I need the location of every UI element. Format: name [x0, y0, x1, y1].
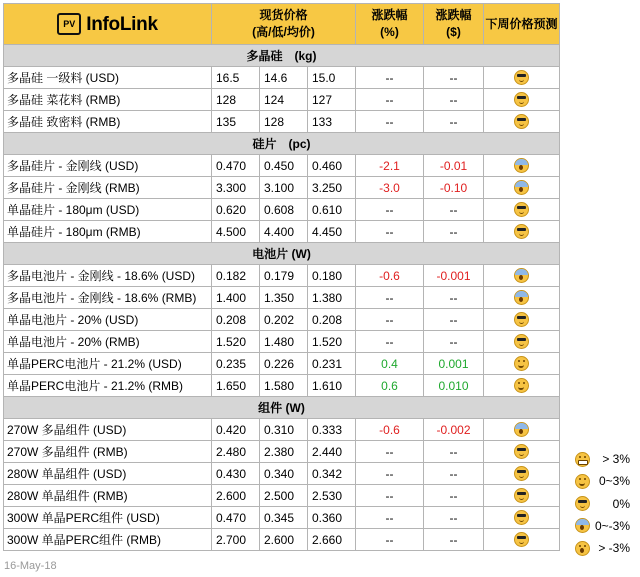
infolink-logo — [57, 13, 157, 35]
cool-face-icon — [514, 466, 529, 481]
logo-text: InfoLink — [86, 13, 158, 35]
legend-item — [570, 494, 636, 514]
table-row — [4, 463, 560, 485]
section-row — [4, 133, 560, 155]
price-high: 2.700 — [212, 529, 260, 551]
price-high: 0.208 — [212, 309, 260, 331]
spot-price-header — [212, 4, 356, 45]
product-name: 多晶硅片 - 金刚线 (USD) — [4, 155, 212, 177]
change-abs: -- — [424, 441, 484, 463]
change-pct: -- — [356, 485, 424, 507]
change-abs: -- — [424, 331, 484, 353]
product-name: 单晶PERC电池片 - 21.2% (USD) — [4, 353, 212, 375]
product-name: 280W 单晶组件 (USD) — [4, 463, 212, 485]
section-row — [4, 243, 560, 265]
change-pct: -- — [356, 331, 424, 353]
product-name: 多晶硅 菜花料 (RMB) — [4, 89, 212, 111]
price-low: 0.450 — [260, 155, 308, 177]
price-high: 0.235 — [212, 353, 260, 375]
legend-label: 0~3% — [598, 474, 630, 489]
legend-item — [570, 471, 636, 491]
price-low: 0.226 — [260, 353, 308, 375]
table-row — [4, 441, 560, 463]
product-name: 单晶电池片 - 20% (RMB) — [4, 331, 212, 353]
table-row — [4, 199, 560, 221]
price-low: 0.608 — [260, 199, 308, 221]
price-high: 1.520 — [212, 331, 260, 353]
price-avg: 0.610 — [308, 199, 356, 221]
change-pct: -- — [356, 507, 424, 529]
scream-face-icon — [514, 158, 529, 173]
legend-item — [570, 516, 636, 536]
table-body — [4, 45, 560, 551]
price-high: 0.420 — [212, 419, 260, 441]
table-header — [4, 4, 560, 45]
price-high: 2.480 — [212, 441, 260, 463]
scream-face-icon — [514, 290, 529, 305]
change-pct: -- — [356, 287, 424, 309]
cool-face-icon — [514, 70, 529, 85]
change-pct-title: 涨跌幅 — [371, 8, 408, 22]
price-low: 2.500 — [260, 485, 308, 507]
product-name: 单晶电池片 - 20% (USD) — [4, 309, 212, 331]
price-high: 2.600 — [212, 485, 260, 507]
forecast-cell — [484, 265, 560, 287]
price-high: 0.470 — [212, 155, 260, 177]
price-low: 3.100 — [260, 177, 308, 199]
price-low: 0.179 — [260, 265, 308, 287]
change-usd-header — [424, 4, 484, 45]
change-pct: -3.0 — [356, 177, 424, 199]
cool-face-icon — [514, 444, 529, 459]
price-low: 0.345 — [260, 507, 308, 529]
section-title: 电池片 (W) — [4, 243, 560, 265]
product-name: 300W 单晶PERC组件 (USD) — [4, 507, 212, 529]
price-high: 1.400 — [212, 287, 260, 309]
price-avg: 1.380 — [308, 287, 356, 309]
cool-face-icon — [514, 92, 529, 107]
change-abs: -0.001 — [424, 265, 484, 287]
change-pct: -2.1 — [356, 155, 424, 177]
change-pct: -- — [356, 67, 424, 89]
forecast-cell — [484, 507, 560, 529]
table-row — [4, 331, 560, 353]
change-abs: -0.10 — [424, 177, 484, 199]
product-name: 270W 多晶组件 (USD) — [4, 419, 212, 441]
table-row — [4, 353, 560, 375]
table-row — [4, 375, 560, 397]
table-row — [4, 89, 560, 111]
change-abs: -- — [424, 199, 484, 221]
price-high: 16.5 — [212, 67, 260, 89]
price-avg: 2.440 — [308, 441, 356, 463]
forecast-header: 下周价格预测 — [484, 4, 560, 45]
product-name: 270W 多晶组件 (RMB) — [4, 441, 212, 463]
product-name: 280W 单晶组件 (RMB) — [4, 485, 212, 507]
section-row — [4, 397, 560, 419]
product-name: 单晶硅片 - 180μm (RMB) — [4, 221, 212, 243]
report-date: 16-May-18 — [4, 560, 57, 572]
forecast-cell — [484, 155, 560, 177]
section-title: 多晶硅 (kg) — [4, 45, 560, 67]
change-abs: -- — [424, 287, 484, 309]
product-name: 300W 单晶PERC组件 (RMB) — [4, 529, 212, 551]
price-avg: 1.610 — [308, 375, 356, 397]
price-low: 0.310 — [260, 419, 308, 441]
table-row — [4, 309, 560, 331]
change-abs: -0.002 — [424, 419, 484, 441]
price-avg: 0.208 — [308, 309, 356, 331]
price-avg: 0.333 — [308, 419, 356, 441]
change-abs: -0.01 — [424, 155, 484, 177]
change-abs: -- — [424, 67, 484, 89]
change-abs: -- — [424, 507, 484, 529]
change-pct: -- — [356, 199, 424, 221]
forecast-cell — [484, 375, 560, 397]
cool-face-icon — [514, 488, 529, 503]
product-name: 多晶硅 一级料 (USD) — [4, 67, 212, 89]
smile-face-icon — [514, 378, 529, 393]
forecast-cell — [484, 353, 560, 375]
forecast-cell — [484, 111, 560, 133]
change-pct: -- — [356, 463, 424, 485]
change-abs: -- — [424, 485, 484, 507]
cool-face-icon — [514, 202, 529, 217]
legend-label: 0% — [612, 496, 630, 511]
change-abs: -- — [424, 309, 484, 331]
price-avg: 3.250 — [308, 177, 356, 199]
scream-face-icon — [514, 180, 529, 195]
cool-face-icon — [514, 114, 529, 129]
section-title: 组件 (W) — [4, 397, 560, 419]
cool-face-icon — [514, 334, 529, 349]
price-avg: 15.0 — [308, 67, 356, 89]
legend-item — [570, 449, 636, 469]
product-name: 多晶硅 致密料 (RMB) — [4, 111, 212, 133]
price-high: 1.650 — [212, 375, 260, 397]
forecast-cell — [484, 221, 560, 243]
table-row — [4, 111, 560, 133]
scream-face-icon — [514, 268, 529, 283]
legend-label: 0~-3% — [594, 518, 630, 533]
change-usd-title: 涨跌幅 — [435, 8, 472, 22]
price-low: 2.600 — [260, 529, 308, 551]
cool-face-icon — [514, 224, 529, 239]
price-low: 124 — [260, 89, 308, 111]
change-pct: -- — [356, 111, 424, 133]
price-table — [3, 3, 560, 551]
table-row — [4, 177, 560, 199]
forecast-cell — [484, 419, 560, 441]
table-row — [4, 287, 560, 309]
table-row — [4, 221, 560, 243]
product-name: 多晶硅片 - 金刚线 (RMB) — [4, 177, 212, 199]
forecast-cell — [484, 89, 560, 111]
cool-face-icon — [514, 510, 529, 525]
shock-face-icon — [575, 541, 590, 556]
price-avg: 0.360 — [308, 507, 356, 529]
pv-logo-icon: PV — [57, 13, 81, 35]
price-avg: 2.660 — [308, 529, 356, 551]
price-low: 0.340 — [260, 463, 308, 485]
price-high: 3.300 — [212, 177, 260, 199]
product-name: 多晶电池片 - 金刚线 - 18.6% (USD) — [4, 265, 212, 287]
price-high: 135 — [212, 111, 260, 133]
legend-label: > 3% — [602, 452, 630, 466]
price-high: 0.470 — [212, 507, 260, 529]
price-high: 0.182 — [212, 265, 260, 287]
price-low: 14.6 — [260, 67, 308, 89]
price-low: 1.480 — [260, 331, 308, 353]
forecast-cell — [484, 309, 560, 331]
change-abs: -- — [424, 529, 484, 551]
table-row — [4, 155, 560, 177]
forecast-cell — [484, 177, 560, 199]
scream-face-icon — [575, 518, 590, 533]
product-name: 单晶PERC电池片 - 21.2% (RMB) — [4, 375, 212, 397]
price-low: 4.400 — [260, 221, 308, 243]
cool-face-icon — [575, 496, 590, 511]
change-abs: 0.001 — [424, 353, 484, 375]
price-avg: 0.460 — [308, 155, 356, 177]
change-pct: -- — [356, 309, 424, 331]
change-pct: 0.4 — [356, 353, 424, 375]
price-avg: 1.520 — [308, 331, 356, 353]
price-avg: 0.342 — [308, 463, 356, 485]
change-pct-header — [356, 4, 424, 45]
smile-face-icon — [514, 356, 529, 371]
product-name: 单晶硅片 - 180μm (USD) — [4, 199, 212, 221]
scream-face-icon — [514, 422, 529, 437]
grin-face-icon — [575, 452, 590, 467]
spot-price-subtitle: (高/低/均价) — [252, 25, 315, 39]
change-pct: -- — [356, 441, 424, 463]
legend-item — [570, 538, 636, 558]
change-usd-unit: ($) — [446, 25, 461, 39]
change-pct: -0.6 — [356, 419, 424, 441]
price-avg: 0.231 — [308, 353, 356, 375]
change-pct: -- — [356, 89, 424, 111]
price-low: 0.202 — [260, 309, 308, 331]
legend-label: > -3% — [598, 541, 630, 556]
cool-face-icon — [514, 312, 529, 327]
forecast-cell — [484, 199, 560, 221]
change-abs: -- — [424, 89, 484, 111]
price-avg: 127 — [308, 89, 356, 111]
change-abs: -- — [424, 463, 484, 485]
forecast-cell — [484, 287, 560, 309]
table-row — [4, 485, 560, 507]
change-pct-unit: (%) — [380, 25, 399, 39]
change-abs: -- — [424, 221, 484, 243]
table-row — [4, 419, 560, 441]
forecast-cell — [484, 485, 560, 507]
change-abs: -- — [424, 111, 484, 133]
section-title: 硅片 (pc) — [4, 133, 560, 155]
logo-cell — [4, 4, 212, 45]
table-row — [4, 265, 560, 287]
smile-face-icon — [575, 474, 590, 489]
price-avg: 4.450 — [308, 221, 356, 243]
price-high: 0.430 — [212, 463, 260, 485]
table-row — [4, 529, 560, 551]
price-avg: 2.530 — [308, 485, 356, 507]
change-pct: -- — [356, 221, 424, 243]
price-high: 4.500 — [212, 221, 260, 243]
section-row — [4, 45, 560, 67]
forecast-cell — [484, 331, 560, 353]
change-pct: -- — [356, 529, 424, 551]
price-low: 2.380 — [260, 441, 308, 463]
price-low: 128 — [260, 111, 308, 133]
price-high: 128 — [212, 89, 260, 111]
product-name: 多晶电池片 - 金刚线 - 18.6% (RMB) — [4, 287, 212, 309]
price-avg: 0.180 — [308, 265, 356, 287]
forecast-cell — [484, 529, 560, 551]
change-abs: 0.010 — [424, 375, 484, 397]
change-pct: -0.6 — [356, 265, 424, 287]
table-row — [4, 67, 560, 89]
forecast-cell — [484, 463, 560, 485]
price-low: 1.580 — [260, 375, 308, 397]
forecast-cell — [484, 441, 560, 463]
table-row — [4, 507, 560, 529]
change-pct: 0.6 — [356, 375, 424, 397]
price-high: 0.620 — [212, 199, 260, 221]
cool-face-icon — [514, 532, 529, 547]
forecast-cell — [484, 67, 560, 89]
price-low: 1.350 — [260, 287, 308, 309]
spot-price-title: 现货价格 — [259, 8, 308, 22]
price-avg: 133 — [308, 111, 356, 133]
